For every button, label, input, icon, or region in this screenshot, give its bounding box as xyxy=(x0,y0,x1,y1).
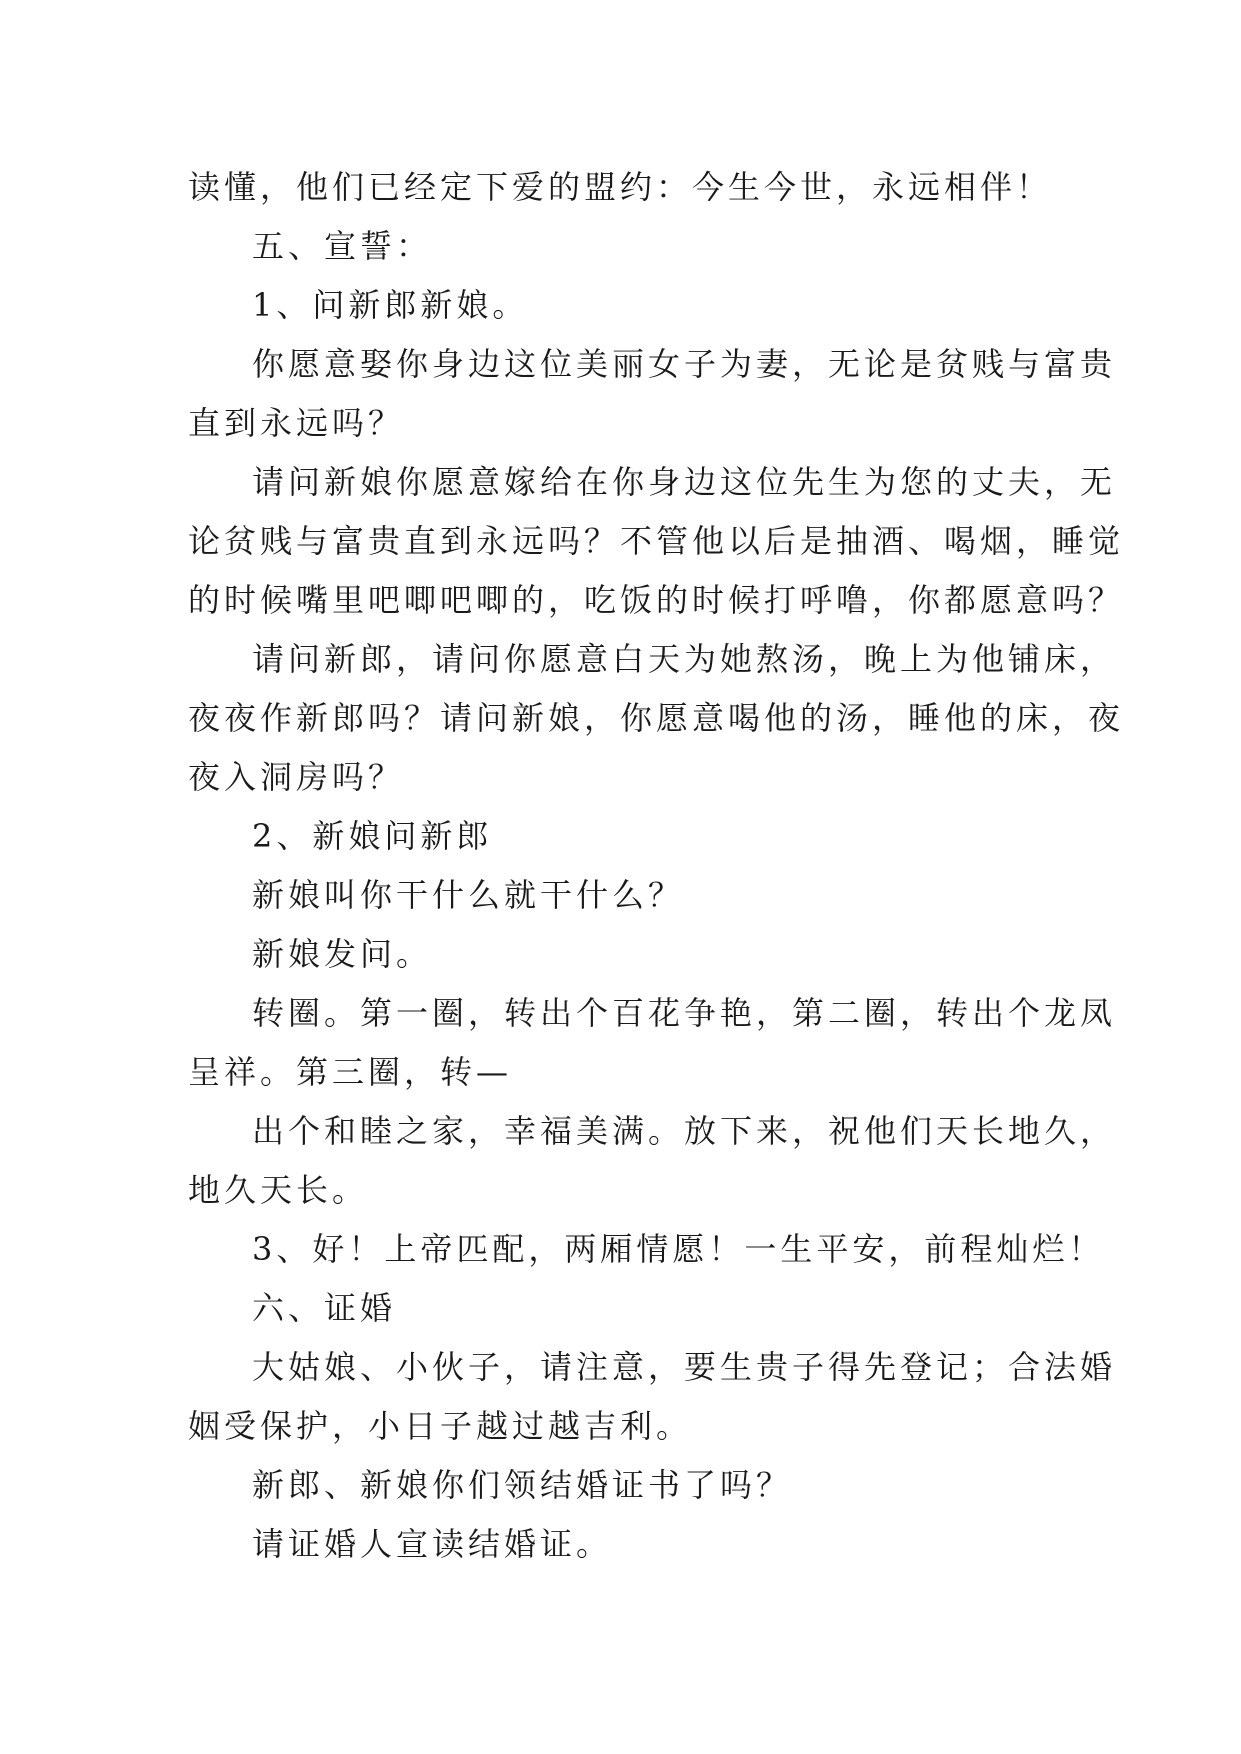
document-body xyxy=(188,158,1125,1574)
text-line: 论贫贱与富贵直到永远吗？不管他以后是抽酒、喝烟，睡觉 xyxy=(188,522,1125,560)
text-line: 姻受保护，小日子越过越吉利。 xyxy=(188,1407,693,1445)
text-line: 地久天长。 xyxy=(188,1171,369,1209)
text-line: 请问新娘你愿意嫁给在你身边这位先生为您的丈夫，无 xyxy=(252,463,1117,501)
text-line: 大姑娘、小伙子，请注意，要生贵子得先登记；合法婚 xyxy=(252,1348,1117,1386)
text-line: 夜入洞房吗？ xyxy=(188,758,405,796)
text-line: 新郎、新娘你们领结婚证书了吗？ xyxy=(252,1466,793,1504)
text-line: 呈祥。第三圈，转— xyxy=(188,1053,513,1091)
text-line: 请证婚人宣读结婚证。 xyxy=(252,1525,613,1563)
text-line: 转圈。第一圈，转出个百花争艳，第二圈，转出个龙凤 xyxy=(252,994,1117,1032)
text-line: 你愿意娶你身边这位美丽女子为妻，无论是贫贱与富贵 xyxy=(252,345,1117,383)
text-line: 出个和睦之家，幸福美满。放下来，祝他们天长地久， xyxy=(252,1112,1117,1150)
text-line: 的时候嘴里吧唧吧唧的，吃饭的时候打呼噜，你都愿意吗？ xyxy=(188,581,1125,619)
text-line: 读懂，他们已经定下爱的盟约：今生今世，永远相伴！ xyxy=(188,168,1053,206)
subheading-blessing: 3、好！上帝匹配，两厢情愿！一生平安，前程灿烂！ xyxy=(252,1230,1105,1268)
text-line: 新娘叫你干什么就干什么？ xyxy=(252,876,685,914)
text-line: 直到永远吗？ xyxy=(188,404,405,442)
subheading-ask-couple: 1、问新郎新娘。 xyxy=(252,286,529,324)
text-line: 夜夜作新郎吗？请问新娘，你愿意喝他的汤，睡他的床，夜 xyxy=(188,699,1125,737)
section-heading-vow: 五、宣誓： xyxy=(252,227,433,265)
text-line: 新娘发问。 xyxy=(252,935,433,973)
text-line: 请问新郎，请问你愿意白天为她熬汤，晚上为他铺床， xyxy=(252,640,1117,678)
subheading-bride-asks: 2、新娘问新郎 xyxy=(252,817,493,855)
section-heading-certify: 六、证婚 xyxy=(252,1289,397,1327)
